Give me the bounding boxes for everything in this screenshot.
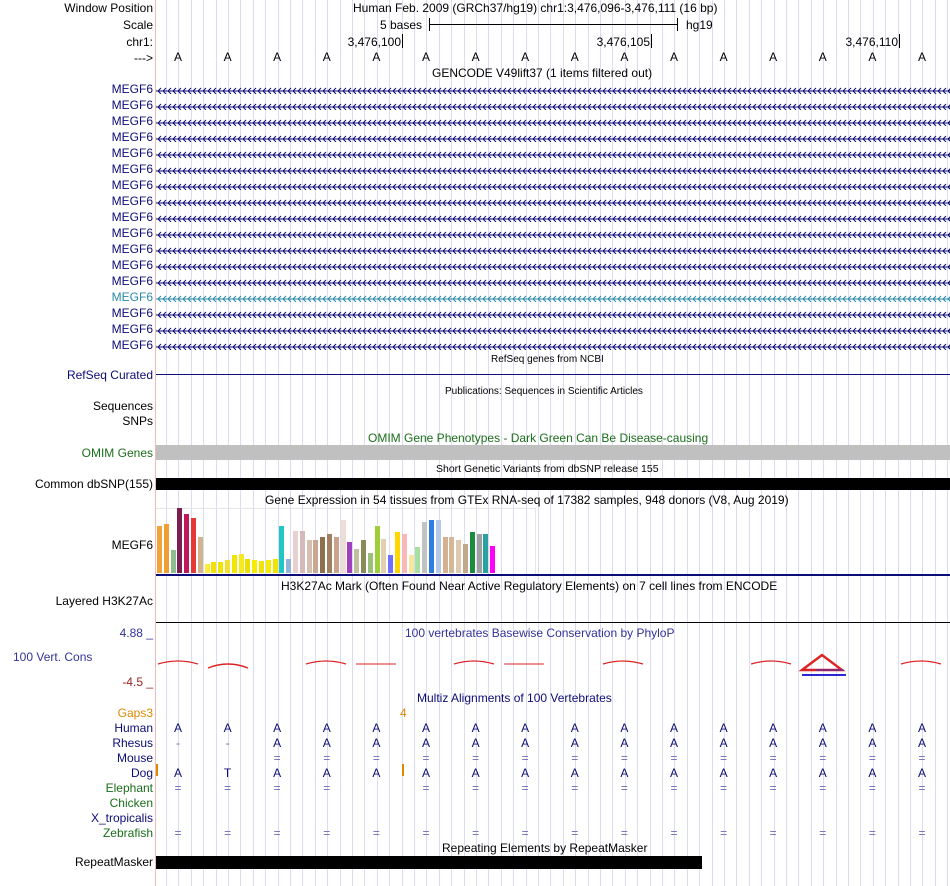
multiz-base: A — [173, 766, 182, 780]
gtex-tissue-bar[interactable] — [164, 524, 169, 573]
multiz-base: = — [273, 781, 281, 795]
multiz-base: A — [769, 736, 778, 750]
repeatmasker-track-label[interactable]: RepeatMasker — [74, 855, 153, 869]
multiz-base: A — [818, 736, 827, 750]
gtex-tissue-bar[interactable] — [409, 555, 414, 573]
phylop-max-label: 4.88 _ — [119, 626, 153, 640]
scale-label: Scale — [122, 18, 153, 32]
gtex-tissue-bar[interactable] — [307, 540, 312, 573]
gtex-tissue-bar[interactable] — [245, 559, 250, 573]
multiz-base: = — [918, 781, 926, 795]
multiz-base: = — [224, 826, 232, 840]
gencode-transcript-arrows[interactable] — [156, 85, 950, 94]
gtex-tissue-bar[interactable] — [225, 560, 230, 573]
multiz-base: A — [322, 766, 331, 780]
multiz-base: = — [720, 781, 728, 795]
gtex-tissue-bar[interactable] — [327, 534, 332, 573]
gtex-tissue-bar[interactable] — [218, 562, 223, 573]
multiz-base: = — [273, 826, 281, 840]
gap-marker — [402, 764, 404, 776]
multiz-base: = — [521, 781, 529, 795]
tick-label: 3,476,100 — [347, 35, 401, 49]
base-letter: A — [173, 50, 182, 64]
gtex-tissue-bar[interactable] — [361, 540, 366, 573]
multiz-species-label[interactable]: Mouse — [116, 751, 153, 765]
multiz-base: A — [868, 766, 877, 780]
refseq-gene-line[interactable] — [156, 374, 950, 375]
multiz-base: = — [918, 751, 926, 765]
multiz-base: = — [670, 751, 678, 765]
strand-label: ---> — [134, 51, 153, 65]
gencode-gene-label[interactable]: MEGF6 — [111, 210, 153, 224]
gencode-gene-label[interactable]: MEGF6 — [111, 162, 153, 176]
gencode-gene-label[interactable]: MEGF6 — [111, 274, 153, 288]
base-letter: A — [322, 50, 331, 64]
dbsnp-track-label[interactable]: Common dbSNP(155) — [34, 477, 153, 491]
multiz-base: = — [571, 826, 579, 840]
gtex-tissue-bar[interactable] — [436, 520, 441, 573]
multiz-base: A — [521, 736, 530, 750]
multiz-base: A — [223, 721, 232, 735]
multiz-base: A — [620, 736, 629, 750]
dbsnp-track-title: Short Genetic Variants from dbSNP release 155 — [436, 463, 659, 475]
base-letter: A — [421, 50, 430, 64]
multiz-gap-count: 4 — [400, 706, 407, 720]
gtex-tissue-bar[interactable] — [347, 542, 352, 573]
gencode-transcript-arrows[interactable] — [156, 133, 950, 142]
h3k27ac-track-title: H3K27Ac Mark (Often Found Near Active Regulatory Elements) on 7 cell lines from ENCODE — [281, 579, 778, 593]
multiz-base: = — [620, 751, 628, 765]
gencode-gene-label[interactable]: MEGF6 — [111, 114, 153, 128]
multiz-base: = — [670, 826, 678, 840]
window-position-label: Window Position — [64, 1, 153, 15]
multiz-gaps-label: Gaps3 — [117, 706, 153, 720]
h3k27ac-baseline — [156, 622, 950, 623]
assembly-position-text: Human Feb. 2009 (GRCh37/hg19) chr1:3,476,096-3,476,111 (16 bp) — [353, 1, 718, 15]
multiz-base: = — [174, 826, 182, 840]
base-letter: A — [471, 50, 480, 64]
gencode-gene-label[interactable]: MEGF6 — [111, 338, 153, 352]
gtex-tissue-bar[interactable] — [449, 537, 454, 573]
gencode-gene-label[interactable]: MEGF6 — [111, 258, 153, 272]
phylop-track-label[interactable]: 100 Vert. Cons — [13, 650, 93, 664]
tick-label: 3,476,105 — [596, 35, 650, 49]
multiz-species-label[interactable]: X_tropicalis — [90, 811, 153, 825]
gtex-tissue-bar[interactable] — [483, 534, 488, 573]
multiz-base: = — [720, 826, 728, 840]
multiz-base: = — [670, 781, 678, 795]
multiz-base: A — [570, 766, 579, 780]
gencode-gene-label[interactable]: MEGF6 — [111, 130, 153, 144]
gencode-gene-label[interactable]: MEGF6 — [111, 290, 153, 304]
multiz-base: A — [372, 736, 381, 750]
multiz-base: A — [769, 766, 778, 780]
gtex-tissue-bar[interactable] — [388, 555, 393, 573]
gtex-tissue-bar[interactable] — [286, 559, 291, 573]
multiz-base: = — [521, 751, 529, 765]
gencode-gene-label[interactable]: MEGF6 — [111, 178, 153, 192]
publications-sequences-label[interactable]: Sequences — [92, 399, 153, 413]
base-letter: A — [818, 50, 827, 64]
gtex-track-title: Gene Expression in 54 tissues from GTEx RNA-seq of 17382 samples, 948 donors (V8, Aug 2019) — [265, 493, 789, 507]
gtex-tissue-bar[interactable] — [334, 537, 339, 573]
gtex-tissue-bar[interactable] — [375, 526, 380, 573]
gtex-tissue-bar[interactable] — [252, 560, 257, 573]
multiz-base: = — [720, 751, 728, 765]
multiz-species-label[interactable]: Human — [114, 721, 153, 735]
multiz-base: A — [719, 736, 728, 750]
gtex-tissue-bar[interactable] — [239, 554, 244, 573]
gencode-track-title: GENCODE V49lift37 (1 items filtered out) — [432, 66, 653, 80]
multiz-base: A — [818, 766, 827, 780]
multiz-base: = — [819, 781, 827, 795]
multiz-base: = — [472, 826, 480, 840]
gencode-gene-label[interactable]: MEGF6 — [111, 194, 153, 208]
multiz-base: - — [176, 736, 180, 750]
gencode-transcript-arrows[interactable] — [156, 181, 950, 190]
multiz-species-label[interactable]: Rhesus — [112, 736, 153, 750]
gtex-tissue-bar[interactable] — [395, 532, 400, 573]
multiz-base: A — [868, 721, 877, 735]
gtex-tissue-bar[interactable] — [354, 549, 359, 573]
multiz-base: = — [372, 751, 380, 765]
gencode-transcript-arrows[interactable] — [156, 341, 950, 350]
base-letter: A — [917, 50, 926, 64]
multiz-base: A — [471, 721, 480, 735]
multiz-base: A — [471, 766, 480, 780]
db-label: hg19 — [686, 18, 713, 32]
multiz-species-label[interactable]: Zebrafish — [102, 826, 153, 840]
gtex-tissue-bar[interactable] — [368, 553, 373, 573]
gtex-tissue-bar[interactable] — [470, 532, 475, 573]
multiz-base: A — [719, 721, 728, 735]
multiz-base: A — [917, 736, 926, 750]
tick-mark — [899, 34, 900, 48]
gtex-tissue-bar[interactable] — [490, 546, 495, 573]
gtex-tissue-bar[interactable] — [463, 544, 468, 573]
multiz-base: A — [372, 721, 381, 735]
gtex-tissue-bar[interactable] — [429, 520, 434, 573]
gencode-transcript-arrows[interactable] — [156, 165, 950, 174]
multiz-base: A — [570, 736, 579, 750]
gtex-tissue-bar[interactable] — [320, 537, 325, 573]
gencode-transcript-arrows[interactable] — [156, 245, 950, 254]
base-letter: A — [570, 50, 579, 64]
gencode-gene-label[interactable]: MEGF6 — [111, 226, 153, 240]
gencode-transcript-arrows[interactable] — [156, 277, 950, 286]
multiz-base: A — [868, 736, 877, 750]
gtex-tissue-bar[interactable] — [232, 555, 237, 573]
phylop-conservation-plot[interactable] — [156, 650, 950, 680]
gtex-tissue-bar[interactable] — [477, 534, 482, 573]
multiz-base: = — [472, 751, 480, 765]
multiz-base: A — [421, 736, 430, 750]
gtex-track-baseline — [156, 574, 950, 576]
base-letter: A — [273, 50, 282, 64]
multiz-base: A — [818, 721, 827, 735]
repeatmasker-track-title: Repeating Elements by RepeatMasker — [442, 841, 648, 855]
publications-snps-label[interactable]: SNPs — [122, 414, 153, 428]
multiz-species-label[interactable]: Elephant — [105, 781, 153, 795]
multiz-base: = — [819, 751, 827, 765]
base-letter: A — [372, 50, 381, 64]
gencode-transcript-arrows[interactable] — [156, 309, 950, 318]
base-letter: A — [620, 50, 629, 64]
multiz-base: A — [669, 766, 678, 780]
multiz-base: A — [421, 721, 430, 735]
multiz-base: = — [769, 781, 777, 795]
gtex-tissue-bar[interactable] — [341, 520, 346, 573]
tick-mark — [651, 34, 652, 48]
multiz-base: = — [571, 751, 579, 765]
gtex-tissue-bar[interactable] — [184, 514, 189, 573]
repeatmasker-feature-bar[interactable] — [156, 856, 702, 869]
multiz-base: A — [322, 721, 331, 735]
multiz-base: = — [323, 826, 331, 840]
gencode-gene-label[interactable]: MEGF6 — [111, 82, 153, 96]
omim-track-label[interactable]: OMIM Genes — [81, 446, 153, 460]
gtex-tissue-bar[interactable] — [293, 531, 298, 573]
gtex-tissue-bar[interactable] — [177, 508, 182, 573]
base-letter: A — [223, 50, 232, 64]
multiz-base: A — [917, 766, 926, 780]
dbsnp-feature-bar[interactable] — [156, 478, 950, 490]
multiz-base: A — [521, 721, 530, 735]
multiz-base: A — [917, 721, 926, 735]
multiz-base: = — [422, 751, 430, 765]
multiz-base: = — [422, 826, 430, 840]
multiz-base: = — [174, 781, 182, 795]
tick-mark — [402, 34, 403, 48]
gtex-tissue-bar[interactable] — [443, 537, 448, 573]
multiz-base: A — [372, 766, 381, 780]
multiz-base: A — [719, 766, 728, 780]
gencode-transcript-arrows[interactable] — [156, 229, 950, 238]
omim-track-title: OMIM Gene Phenotypes - Dark Green Can Be Disease-causing — [368, 431, 709, 445]
base-letter: A — [521, 50, 530, 64]
h3k27ac-track-label[interactable]: Layered H3K27Ac — [55, 594, 153, 608]
scale-bar-right-cap — [677, 18, 678, 31]
multiz-base: = — [769, 751, 777, 765]
multiz-base: A — [322, 736, 331, 750]
multiz-base: = — [422, 781, 430, 795]
multiz-base: A — [769, 721, 778, 735]
multiz-base: A — [471, 736, 480, 750]
gencode-gene-label[interactable]: MEGF6 — [111, 242, 153, 256]
gencode-transcript-arrows[interactable] — [156, 117, 950, 126]
multiz-base: = — [521, 826, 529, 840]
gtex-tissue-bar[interactable] — [198, 537, 203, 573]
multiz-track-title: Multiz Alignments of 100 Vertebrates — [417, 691, 612, 705]
multiz-base: T — [223, 766, 232, 780]
gtex-tissue-bar[interactable] — [259, 561, 264, 573]
gtex-tissue-bar[interactable] — [205, 564, 210, 573]
multiz-base: A — [669, 736, 678, 750]
multiz-base: = — [819, 826, 827, 840]
gtex-tissue-bar[interactable] — [415, 547, 420, 573]
base-letter: A — [719, 50, 728, 64]
multiz-base: = — [620, 781, 628, 795]
multiz-base: = — [273, 751, 281, 765]
multiz-base: A — [273, 766, 282, 780]
multiz-base: = — [868, 826, 876, 840]
gtex-tissue-bar[interactable] — [456, 540, 461, 573]
gtex-tissue-bar[interactable] — [402, 534, 407, 573]
gtex-tissue-bar[interactable] — [157, 526, 162, 573]
multiz-base: = — [323, 751, 331, 765]
multiz-base: A — [421, 766, 430, 780]
multiz-base: A — [273, 736, 282, 750]
multiz-base: = — [868, 751, 876, 765]
gencode-transcript-arrows[interactable] — [156, 213, 950, 222]
chromosome-label: chr1: — [126, 35, 153, 49]
gencode-transcript-arrows[interactable] — [156, 149, 950, 158]
gtex-tissue-bar[interactable] — [422, 522, 427, 573]
gencode-transcript-arrows[interactable] — [156, 261, 950, 270]
gtex-tissue-bar[interactable] — [273, 559, 278, 573]
multiz-base: = — [472, 781, 480, 795]
multiz-base: = — [620, 826, 628, 840]
multiz-base: = — [868, 781, 876, 795]
gtex-tissue-bar[interactable] — [313, 540, 318, 573]
multiz-species-label[interactable]: Chicken — [109, 796, 153, 810]
multiz-base: = — [571, 781, 579, 795]
gtex-tissue-bar[interactable] — [266, 560, 271, 573]
multiz-base: A — [620, 721, 629, 735]
gtex-tissue-bar[interactable] — [191, 518, 196, 573]
gencode-gene-label[interactable]: MEGF6 — [111, 306, 153, 320]
gencode-transcript-arrows[interactable] — [156, 101, 950, 110]
scale-bar-left-cap — [429, 18, 430, 31]
multiz-base: = — [224, 781, 232, 795]
multiz-base: A — [669, 721, 678, 735]
omim-feature-bar[interactable] — [156, 445, 950, 460]
phylop-min-label: -4.5 _ — [122, 675, 153, 689]
multiz-base: A — [521, 766, 530, 780]
gtex-tissue-bar[interactable] — [381, 539, 386, 573]
multiz-base: = — [372, 826, 380, 840]
multiz-base: A — [273, 721, 282, 735]
scale-bases-text: 5 bases — [380, 18, 423, 32]
multiz-base: A — [620, 766, 629, 780]
base-letter: A — [669, 50, 678, 64]
scale-bar — [430, 24, 678, 25]
gap-marker — [156, 764, 158, 776]
multiz-species-label[interactable]: Dog — [130, 766, 153, 780]
gtex-tissue-bar[interactable] — [171, 550, 176, 573]
multiz-base: = — [769, 826, 777, 840]
refseq-track-label[interactable]: RefSeq Curated — [66, 368, 153, 382]
publications-track-title: Publications: Sequences in Scientific Articles — [445, 386, 643, 397]
multiz-base: = — [918, 826, 926, 840]
gtex-track-label[interactable]: MEGF6 — [111, 538, 153, 552]
gtex-tissue-bar[interactable] — [300, 531, 305, 573]
gencode-transcript-arrows[interactable] — [156, 293, 950, 302]
multiz-base: = — [323, 781, 331, 795]
gencode-gene-label[interactable]: MEGF6 — [111, 322, 153, 336]
tick-label: 3,476,110 — [845, 35, 898, 49]
gtex-tissue-bar[interactable] — [279, 526, 284, 573]
base-letter: A — [769, 50, 778, 64]
gencode-gene-label[interactable]: MEGF6 — [111, 146, 153, 160]
gencode-gene-label[interactable]: MEGF6 — [111, 98, 153, 112]
multiz-base: - — [225, 736, 230, 750]
multiz-base: A — [173, 721, 182, 735]
gtex-tissue-bar[interactable] — [211, 562, 216, 573]
base-letter: A — [868, 50, 877, 64]
refseq-track-title: RefSeq genes from NCBI — [491, 354, 604, 365]
phylop-track-title: 100 vertebrates Basewise Conservation by PhyloP — [405, 626, 675, 640]
multiz-base: A — [570, 721, 579, 735]
gencode-transcript-arrows[interactable] — [156, 325, 950, 334]
gencode-transcript-arrows[interactable] — [156, 197, 950, 206]
